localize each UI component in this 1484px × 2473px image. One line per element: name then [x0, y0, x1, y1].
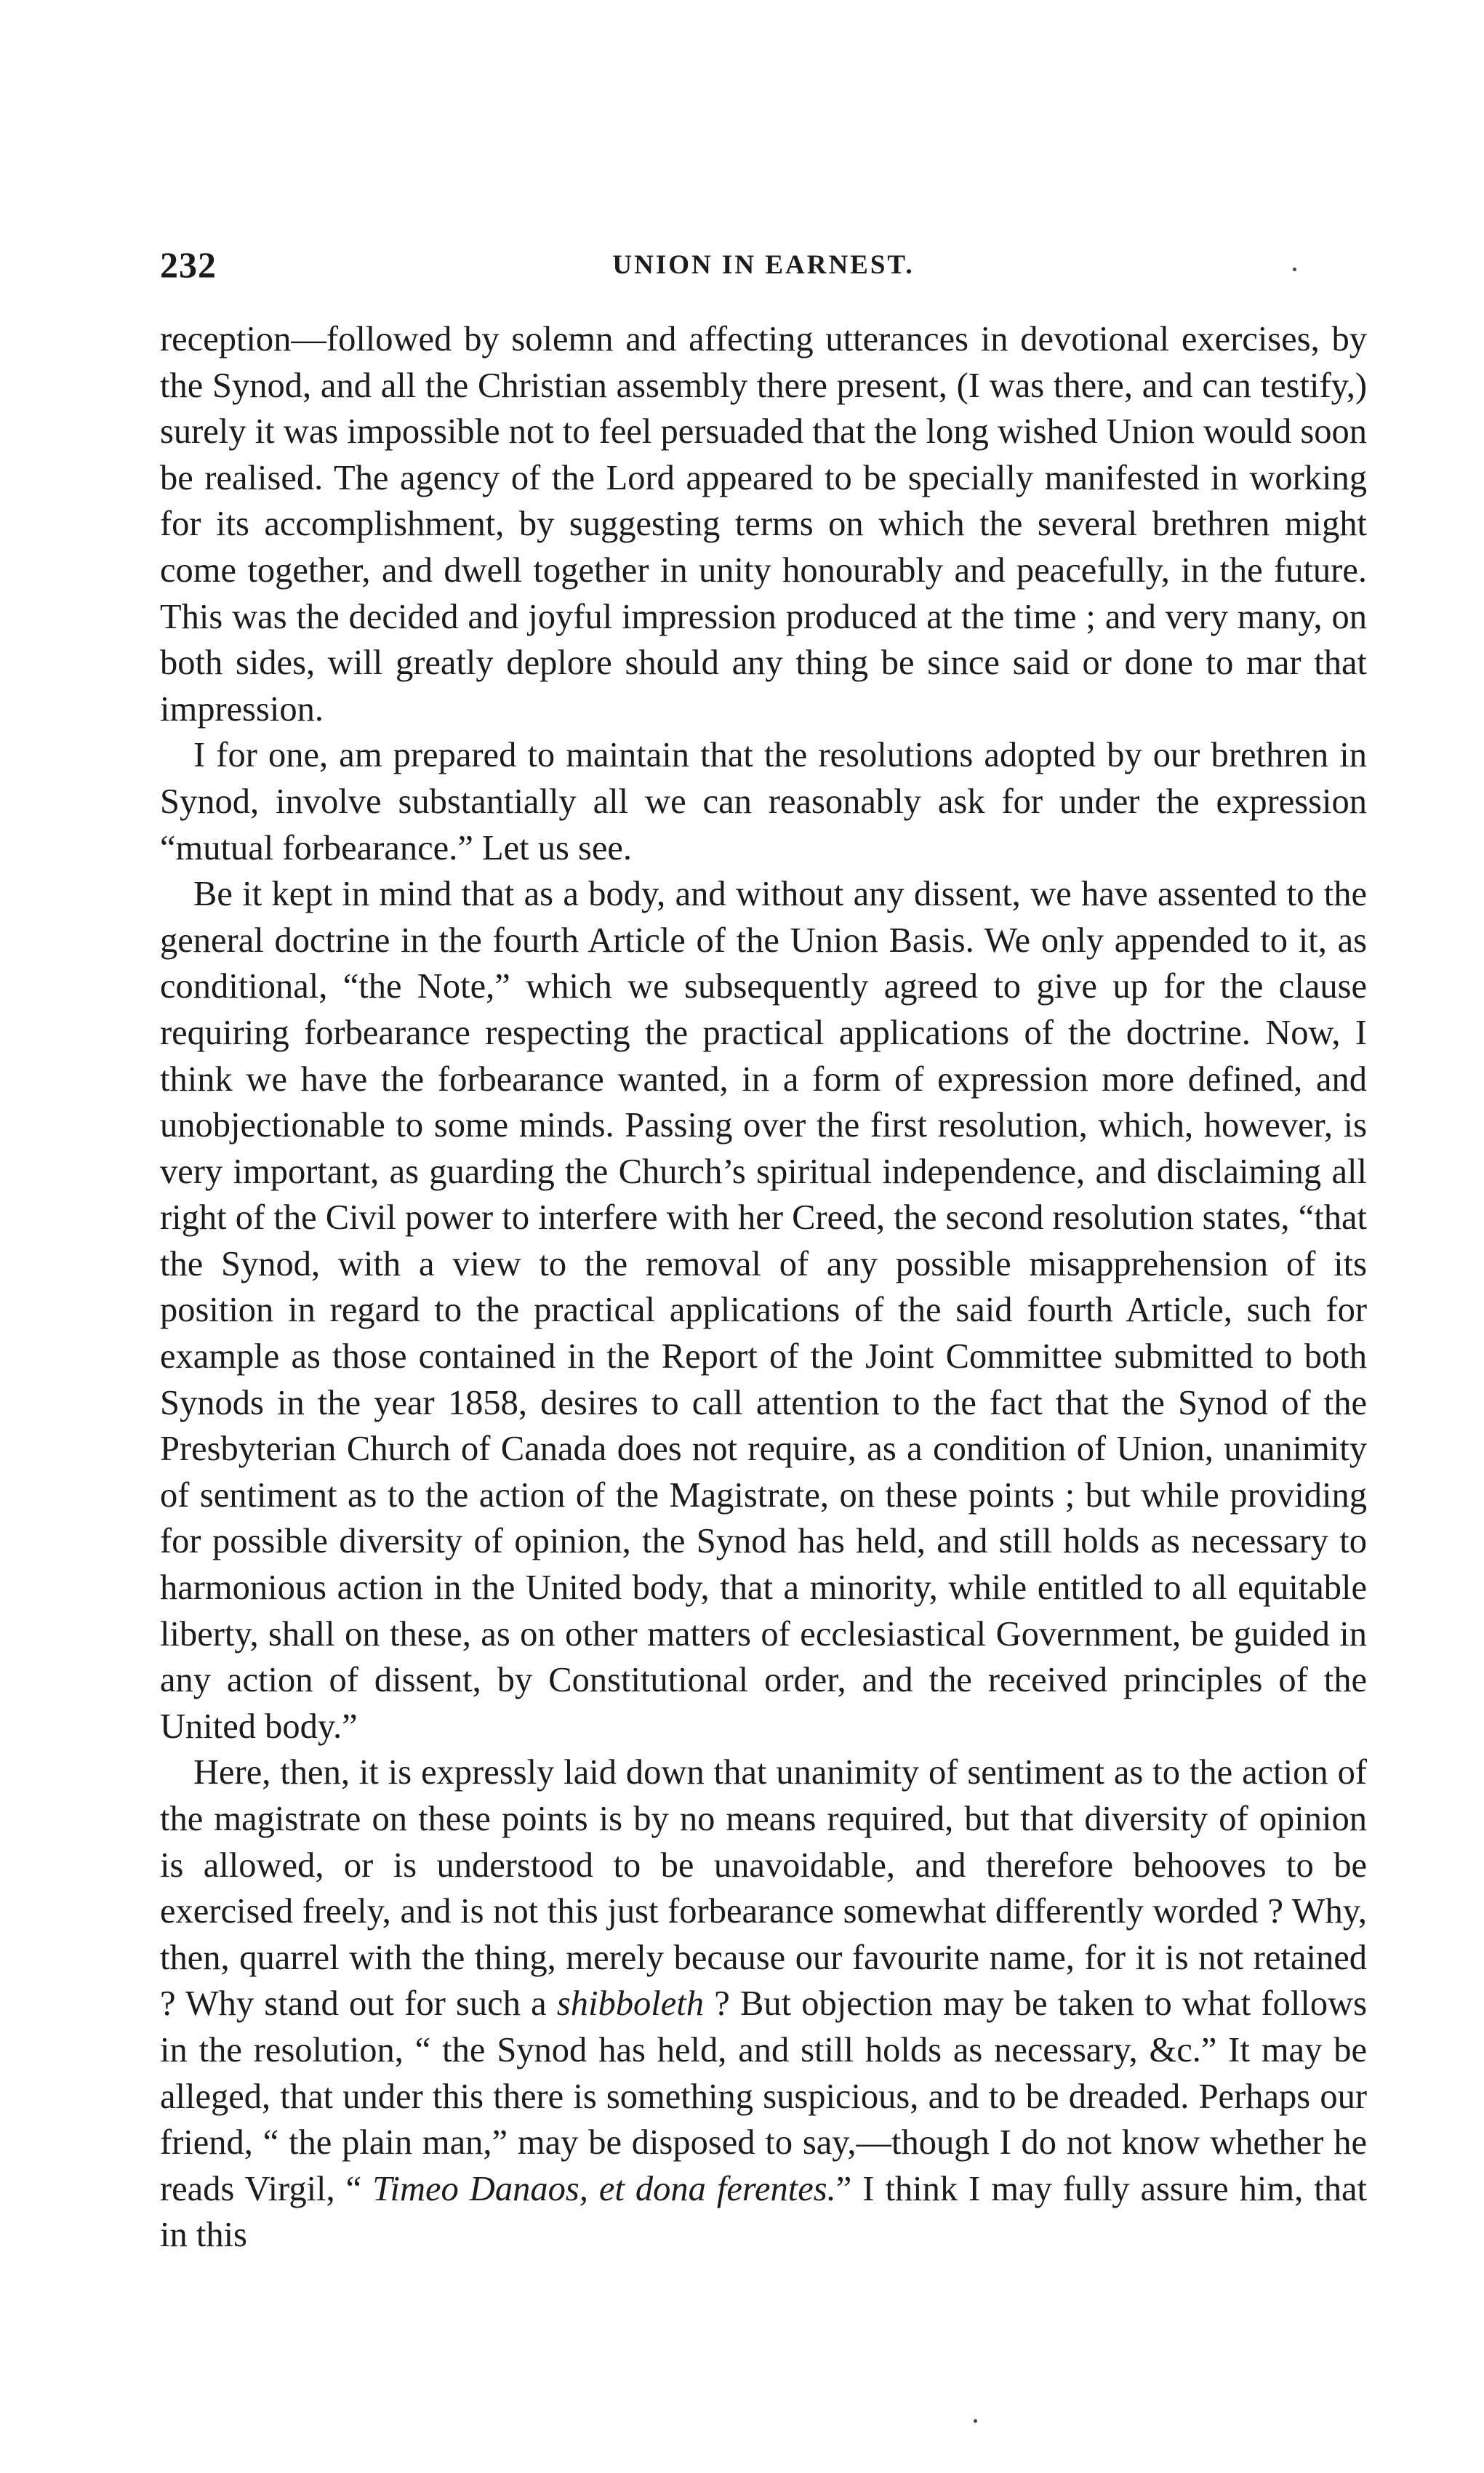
paragraph-2: I for one, am prepared to maintain that the resolutions adopted by our brethren in Synod, involve substantially all we can reasonably ask for under the expression “mutual forbearance.” Let us see.	[160, 736, 1367, 867]
paragraph-4	[160, 1749, 1367, 2258]
paragraph-4-text-a: Here, then, it is expressly laid down that unanimity of sentiment as to the action of the magistrate on these points is by no means required, but that diversity of opinion is allowed, or is understood to be unavoidable, and therefore behooves to be exercised freely, and is not this just forbearance somewhat differently worded ? Why, then, quarrel with the thing, merely because our favourite name, for it is not retained ? Why stand out for such a	[160, 1753, 1367, 2024]
paragraph-3: Be it kept in mind that as a body, and without any dissent, we have assented to the general doctrine in the fourth Article of the Union Basis. We only appended to it, as conditional, “the Note,” which we subsequently agreed to give up for the clause requiring forbearance respecting the practical applications of the doctrine. Now, I think we have the forbearance wanted, in a form of expression more defined, and unobjectionable to some minds. Passing over the first resolution, which, however, is very important, as guarding the Church’s spiritual independence, and disclaiming all right of the Civil power to interfere with her Creed, the second resolution states, “that the Synod, with a view to the removal of any possible misapprehension of its position in regard to the practical applications of the said fourth Article, such for example as those contained in the Report of the Joint Committee submitted to both Synods in the year 1858, desires to call attention to the fact that the Synod of the Presbyterian Church of Canada does not require, as a condition of Union, unanimity of sentiment as to the action of the Magistrate, on these points ; but while providing for possible diversity of opinion, the Synod has held, and still holds as necessary to harmonious action in the United body, that a minority, while entitled to all equitable liberty, shall on these, as on other matters of ecclesiastical Government, be guided in any action of dissent, by Constitutional order, and the received principles of the United body.”	[160, 875, 1367, 1746]
italic-shibboleth: shibboleth	[556, 1984, 704, 2024]
running-title: UNION IN EARNEST.	[612, 250, 915, 280]
running-head	[160, 244, 1367, 287]
page-number: 232	[160, 244, 217, 285]
paragraph-1: reception—followed by solemn and affecting utterances in devotional exercises, by the Synod, and all the Christian assembly there present, (I was there, and can testify,) surely it was impossible not to feel persuaded that the long wished Union would soon be realised. The agency of the Lord appeared to be specially manifested in working for its accomplishment, by suggesting terms on which the several brethren might come together, and dwell together in unity honourably and peacefully, in the future. This was the decided and joyful impression produced at the time ; and very many, on both sides, will greatly deplore should any thing be since said or done to mar that impression.	[160, 320, 1367, 729]
paper-speck	[1293, 268, 1296, 271]
paper-speck	[974, 2419, 977, 2423]
paragraph-4-text-c: ” I think I may fully assure him, that in this	[160, 2169, 1367, 2255]
paragraph-4-text-b: ? But objection may be taken to what follows in the resolution, “ the Synod has held, and still holds as necessary, &c.” It may be alleged, that under this there is something suspicious, and to be dreaded. Perhaps our friend, “ the plain man,” may be disposed to say,—though I do not know whether he reads Virgil, “	[160, 1984, 1367, 2208]
body-text	[160, 316, 1367, 2258]
italic-virgil-quote: Timeo Danaos, et dona ferentes.	[372, 2169, 836, 2208]
